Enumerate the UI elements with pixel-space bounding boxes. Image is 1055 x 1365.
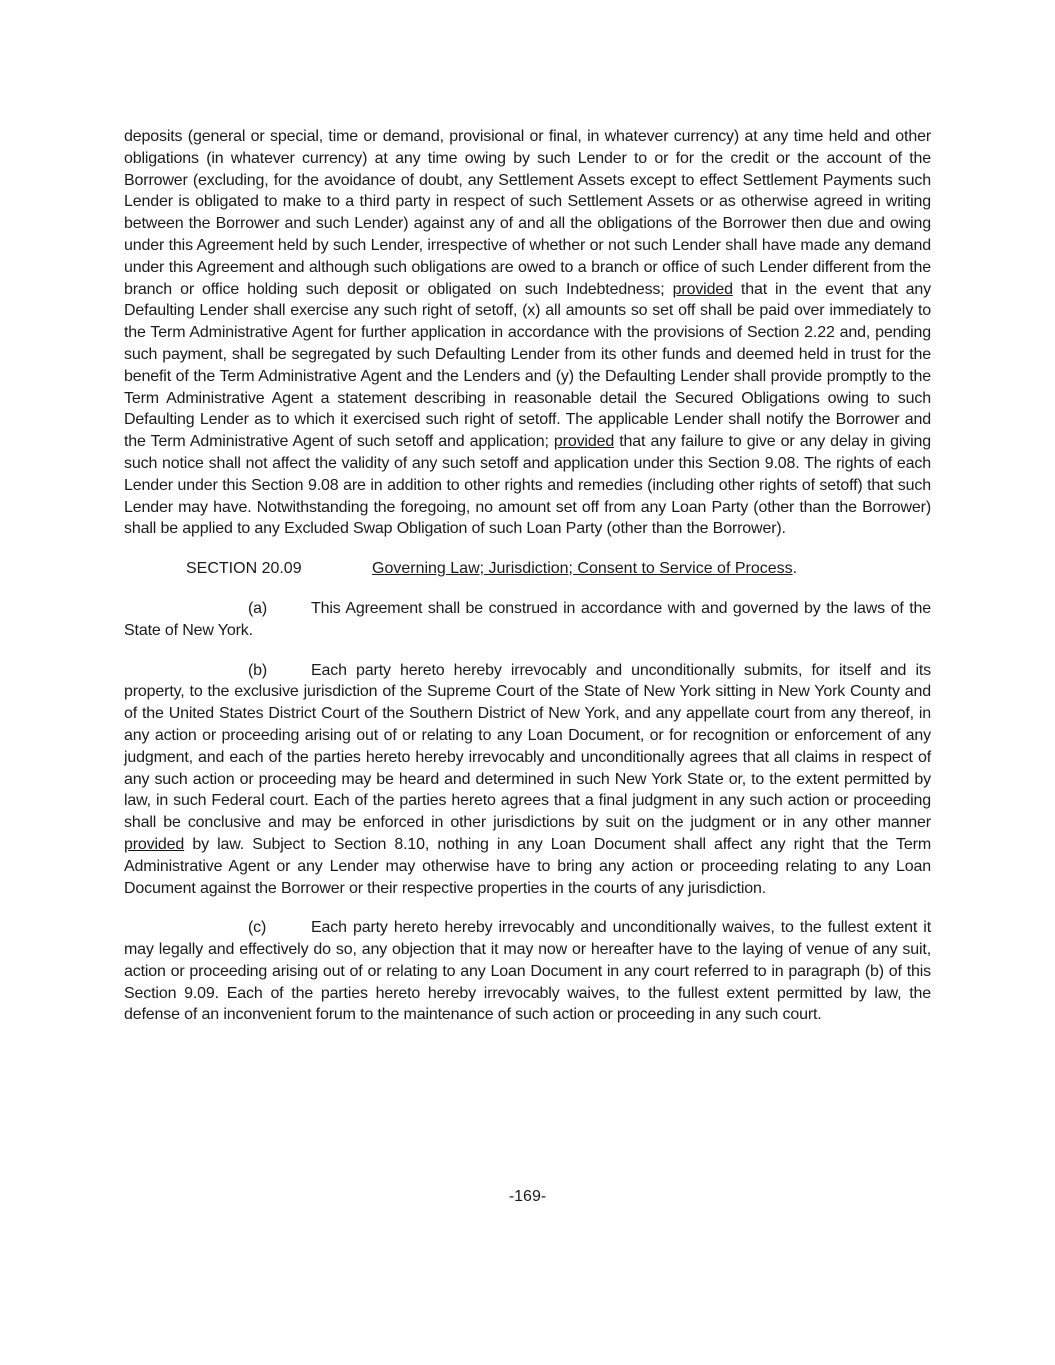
subsection-c-label: (c) [248,919,267,937]
subsection-c [124,917,931,1026]
page-number: -169- [508,1188,547,1205]
section-heading [124,558,931,580]
subsection-a-label: (a) [248,599,268,617]
provided-term-2: provided [553,433,615,451]
provided-term-1: provided [672,280,733,298]
continuation-text-3: that any failure to give or any delay in giving such notice shall not affect the validity of any such setoff and application under this Section 9.08. The rights of each Lender under this Section 9.08 are in addition to other rights and remedies (including other rights of setoff) that such Lender may have. Notwithstanding the foregoing, no amount set off from any Loan Party (other than the Borrower) shall be applied to any Excluded Swap Obligation of such Loan Party (other than the Borrower). [124,433,932,538]
subsection-b-text-1: Each party hereto hereby irrevocably and unconditionally submits, for itself and its property, to the exclusive jurisdiction of the Supreme Court of the State of New York sitting in New York County and of the United States District Court of the Southern District of New York, and any appellate court from any thereof, in any action or proceeding arising out of or relating to any Loan Document, or for recognition or enforcement of any judgment, and each of the parties hereto hereby irrevocably and unconditionally agrees that all claims in respect of any such action or proceeding may be heard and determined in such New York State or, to the extent permitted by law, in such Federal court. Each of the parties hereto agrees that a final judgment in any such action or proceeding shall be conclusive and may be enforced in other jurisdictions by suit on the judgment or in any other manner [124,661,931,832]
document-page [124,126,931,1044]
subsection-b [124,660,931,900]
section-number: SECTION 20.09 [186,560,302,578]
continuation-text-2: that in the event that any Defaulting Lender shall exercise any such right of setoff, (x) all amounts so set off shall be paid over immediately to the Term Administrative Agent for further application in accordance with the provisions of Section 2.22 and, pending such payment, shall be segregated by such Defaulting Lender from its other funds and deemed held in trust for the benefit of the Term Administrative Agent and the Lenders and (y) the Defaulting Lender shall provide promptly to the Term Administrative Agent a statement describing in reasonable detail the Secured Obligations owing to such Defaulting Lender as to which it exercised such right of setoff. The applicable Lender shall notify the Borrower and the Term Administrative Agent of such setoff and application; [124,280,932,451]
subsection-a [124,598,931,642]
subsection-c-text: Each party hereto hereby irrevocably and unconditionally waives, to the fullest extent it may legally and effectively do so, any objection that it may now or hereafter have to the laying of venue of any suit, action or proceeding arising out of or relating to any Loan Document in any court referred to in paragraph (b) of this Section 9.09. Each of the parties hereto hereby irrevocably waives, to the fullest extent permitted by law, the defense of an inconvenient forum to the maintenance of such action or proceeding in any such court. [124,919,931,1024]
subsection-b-label: (b) [248,661,268,679]
continuation-text-1: deposits (general or special, time or demand, provisional or final, in whatever currency) at any time held and other obligations (in whatever currency) at any time owing by such Lender to or for the credit or the account of the Borrower (excluding, for the avoidance of doubt, any Settlement Assets except to effect Settlement Payments such Lender is obligated to make to a third party in respect of such Settlement Assets or as otherwise agreed in writing between the Borrower and such Lender) against any of and all the obligations of the Borrower then due and owing under this Agreement held by such Lender, irrespective of whether or not such Lender shall have made any demand under this Agreement and although such obligations are owed to a branch or office of such Lender different from the branch or office holding such deposit or obligated on such Indebtedness; [124,128,931,298]
subsection-a-text: This Agreement shall be construed in accordance with and governed by the laws of the State of New York. [124,599,931,639]
provided-term-3: provided [124,835,185,853]
section-title-period: . [792,560,798,578]
subsection-b-text-2: by law. Subject to Section 8.10, nothing in any Loan Document shall affect any right that the Term Administrative Agent or any Lender may otherwise have to bring any action or proceeding relating to any Loan Document against the Borrower or their respective properties in the courts of any jurisdiction. [124,835,931,897]
section-title: Governing Law; Jurisdiction; Consent to Service of Process [372,560,793,578]
continuation-paragraph [124,126,931,540]
